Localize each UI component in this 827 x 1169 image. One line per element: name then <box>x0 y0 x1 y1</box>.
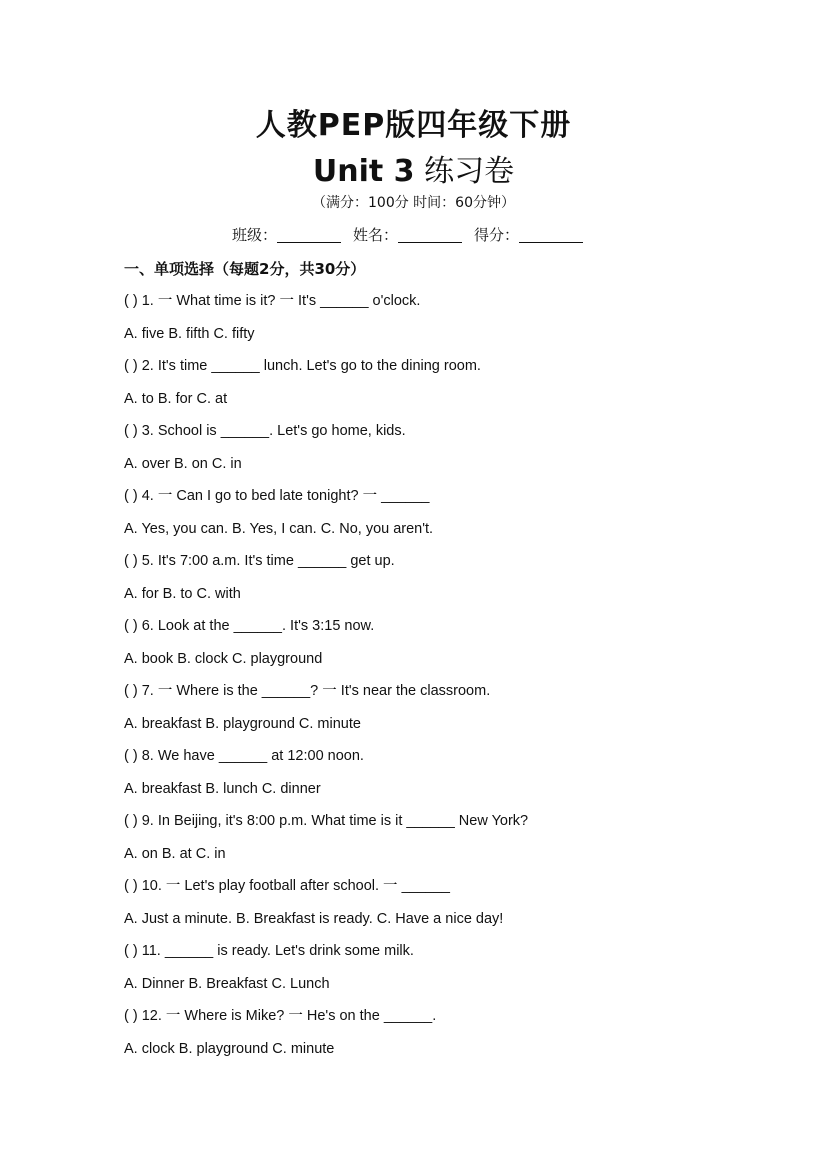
question-9: ( ) 9. In Beijing, it's 8:00 p.m. What time is it ______ New York? <box>124 813 529 829</box>
question-10: ( ) 10. 一 Let's play football after school. 一 ______ <box>124 878 450 894</box>
worksheet-title: 人教PEP版四年级下册 <box>255 108 572 143</box>
options-7: A. breakfast B. playground C. minute <box>124 715 361 732</box>
name-blank[interactable] <box>398 226 462 243</box>
name-label: 姓名： <box>353 226 399 244</box>
class-blank[interactable] <box>277 226 341 243</box>
class-field <box>232 224 341 245</box>
options-6: A. book B. clock C. playground <box>124 650 323 667</box>
name-field <box>353 224 462 245</box>
question-8: ( ) 8. We have ______ at 12:00 noon. <box>124 748 364 764</box>
question-3: ( ) 3. School is ______. Let's go home, kids. <box>124 423 406 439</box>
unit-title-cn: 练习卷 <box>414 154 515 189</box>
options-12: A. clock B. playground C. minute <box>124 1040 335 1057</box>
options-4: A. Yes, you can. B. Yes, I can. C. No, you aren't. <box>124 520 434 537</box>
question-list <box>124 290 764 1070</box>
question-1: ( ) 1. 一 What time is it? 一 It's ______ o'clock. <box>124 293 421 309</box>
options-3: A. over B. on C. in <box>124 455 242 472</box>
question-12: ( ) 12. 一 Where is Mike? 一 He's on the ______. <box>124 1008 437 1024</box>
options-5: A. for B. to C. with <box>124 585 241 602</box>
question-7: ( ) 7. 一 Where is the ______? 一 It's near the classroom. <box>124 683 491 699</box>
score-field <box>474 224 583 245</box>
class-label: 班级： <box>232 226 278 244</box>
unit-title <box>0 146 827 190</box>
question-6: ( ) 6. Look at the ______. It's 3:15 now. <box>124 618 375 634</box>
options-1: A. five B. fifth C. fifty <box>124 325 255 342</box>
score-blank[interactable] <box>519 226 583 243</box>
score-time-info: （满分：100分 时间：60分钟） <box>312 195 515 211</box>
question-2: ( ) 2. It's time ______ lunch. Let's go to the dining room. <box>124 358 481 374</box>
options-10: A. Just a minute. B. Breakfast is ready. C. Have a nice day! <box>124 910 504 927</box>
options-8: A. breakfast B. lunch C. dinner <box>124 780 321 797</box>
score-label: 得分： <box>474 226 520 244</box>
section-title: 一、单项选择（每题2分，共30分） <box>124 260 366 278</box>
student-info-row <box>232 224 583 245</box>
options-11: A. Dinner B. Breakfast C. Lunch <box>124 975 330 992</box>
question-11: ( ) 11. ______ is ready. Let's drink some milk. <box>124 943 414 959</box>
options-9: A. on B. at C. in <box>124 845 226 862</box>
options-2: A. to B. for C. at <box>124 390 228 407</box>
question-5: ( ) 5. It's 7:00 a.m. It's time ______ get up. <box>124 553 395 569</box>
unit-title-en: Unit 3 <box>312 154 415 189</box>
question-4: ( ) 4. 一 Can I go to bed late tonight? 一 ______ <box>124 488 430 504</box>
